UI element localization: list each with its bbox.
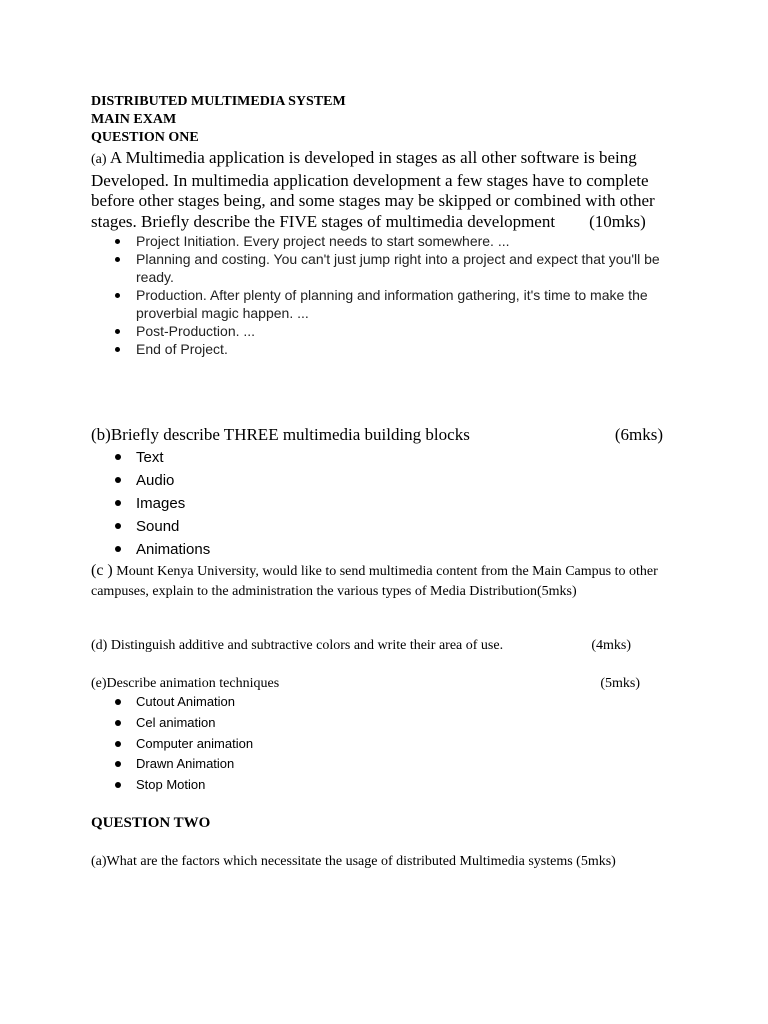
question-1e: [91, 674, 640, 694]
question-1e-text: (e)Describe animation techniques: [91, 676, 280, 691]
question-1b-answer-list: [113, 446, 210, 561]
list-item: Computer animation: [113, 734, 253, 755]
question-1d: [91, 636, 631, 656]
question-1d-marks: (4mks): [591, 638, 631, 653]
list-item: Drawn Animation: [113, 754, 253, 775]
list-item: Audio: [113, 469, 210, 492]
question-1a: [91, 148, 683, 232]
list-item: Cutout Animation: [113, 692, 253, 713]
list-item: End of Project.: [113, 340, 673, 358]
question-1c-prefix: (c ): [91, 562, 113, 579]
list-item: Project Initiation. Every project needs to start somewhere. ...: [113, 232, 673, 250]
question-1e-marks: (5mks): [600, 676, 640, 691]
list-item: Planning and costing. You can't just jump right into a project and expect that you'll be ready.: [113, 250, 673, 286]
question-1e-answer-list: [113, 692, 253, 796]
question-1c: [91, 561, 676, 601]
question-1a-text: A Multimedia application is developed in stages as all other software is being Developed. In multimedia application development a few stages have to complete before other stages being, and some stages may be skipped or combined with other stages. Briefly describe the FIVE stages of multimedia development: [91, 148, 655, 231]
list-item: Sound: [113, 515, 210, 538]
question-1a-prefix: (a): [91, 152, 107, 167]
list-item: Post-Production. ...: [113, 322, 673, 340]
question-two-heading: QUESTION TWO: [91, 815, 211, 831]
exam-type: MAIN EXAM: [91, 112, 177, 127]
question-one-heading: QUESTION ONE: [91, 130, 199, 145]
list-item: Images: [113, 492, 210, 515]
list-item: Animations: [113, 538, 210, 561]
question-2a: (a)What are the factors which necessitate the usage of distributed Multimedia systems (5mks): [91, 854, 616, 869]
question-1a-answer-list: [113, 232, 673, 358]
list-item: Production. After plenty of planning and information gathering, it's time to make the proverbial magic happen. ...: [113, 286, 673, 322]
question-1a-marks: (10mks): [589, 211, 646, 231]
question-1c-text: Mount Kenya University, would like to send multimedia content from the Main Campus to other campuses, explain to the administration the various types of Media Distribution(5mks): [91, 564, 658, 599]
question-1b: [91, 424, 663, 446]
question-1b-text: (b)Briefly describe THREE multimedia building blocks: [91, 425, 470, 444]
list-item: Stop Motion: [113, 775, 253, 796]
question-1d-text: (d) Distinguish additive and subtractive colors and write their area of use.: [91, 638, 504, 653]
course-title: DISTRIBUTED MULTIMEDIA SYSTEM: [91, 94, 346, 109]
list-item: Cel animation: [113, 713, 253, 734]
question-1b-marks: (6mks): [614, 425, 663, 444]
list-item: Text: [113, 446, 210, 469]
